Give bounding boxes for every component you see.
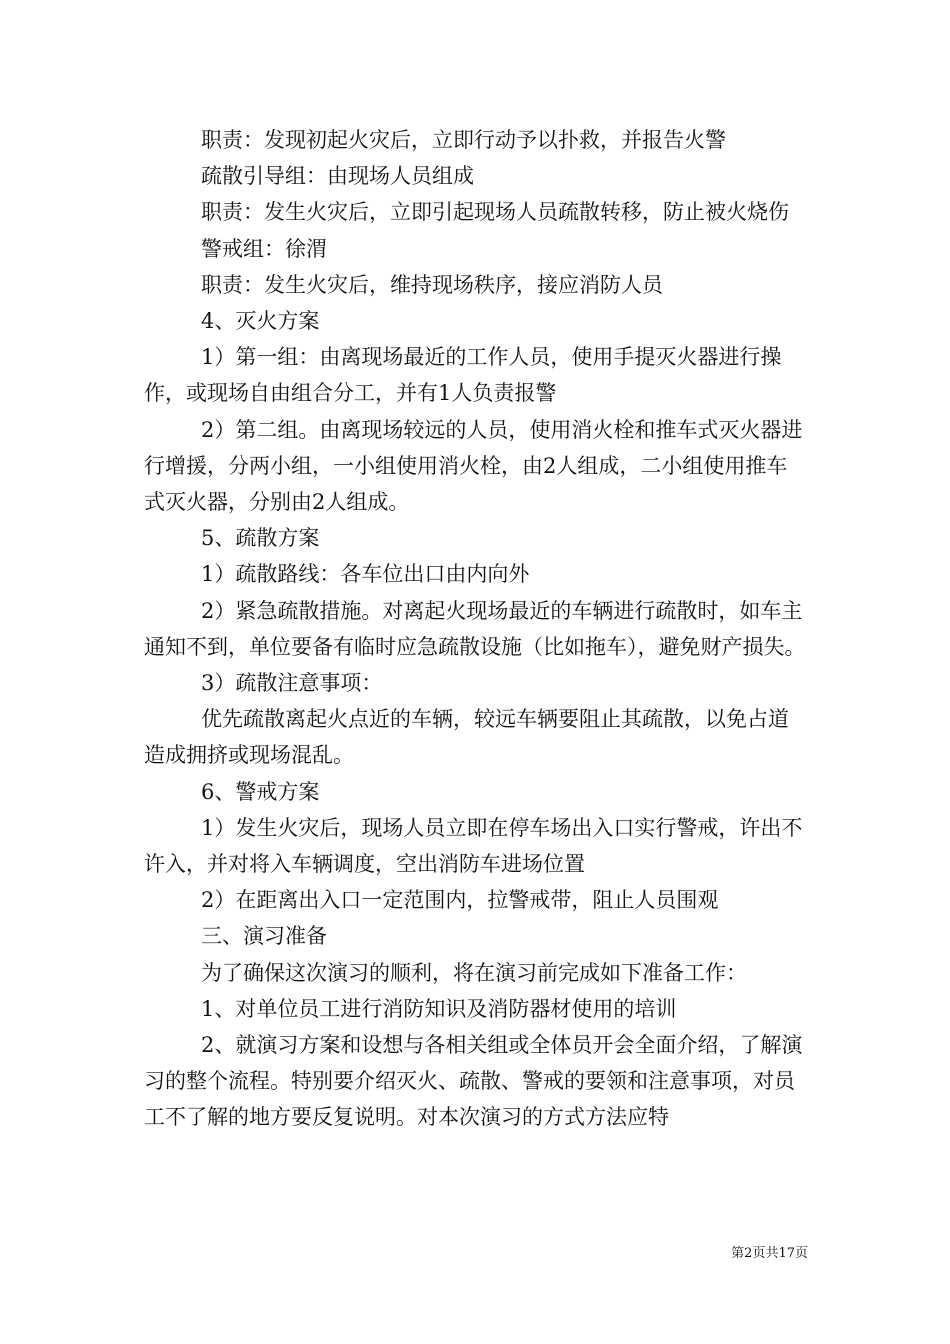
document-body xyxy=(144,122,808,1136)
paragraph: 2）紧急疏散措施。对离起火现场最近的车辆进行疏散时，如车主通知不到，单位要备有临时应急疏散设施（比如拖车），避免财产损失。 xyxy=(144,598,806,659)
section-heading: 4、灭火方案 xyxy=(201,309,320,334)
paragraph: 警戒组：徐渭 xyxy=(201,236,327,261)
section-heading: 6、警戒方案 xyxy=(201,779,320,804)
paragraph: 为了确保这次演习的顺利，将在演习前完成如下准备工作： xyxy=(201,960,747,985)
paragraph: 优先疏散离起火点近的车辆，较远车辆要阻止其疏散，以免占道造成拥挤或现场混乱。 xyxy=(144,707,789,768)
paragraph: 1）第一组：由离现场最近的工作人员，使用手提灭火器进行操作，或现场自由组合分工，并有1人负责报警 xyxy=(144,345,782,406)
paragraph: 1）发生火灾后，现场人员立即在停车场出入口实行警戒，许出不许入，并对将入车辆调度，空出消防车进场位置 xyxy=(144,815,803,877)
paragraph: 1、对单位员工进行消防知识及消防器材使用的培训 xyxy=(201,996,677,1021)
paragraph: 2、就演习方案和设想与各相关组或全体员开会全面介绍，了解演习的整个流程。特别要介绍灭火、疏散、警戒的要领和注意事项，对员工不了解的地方要反复说明。对本次演习的方式方法应特 xyxy=(144,1033,803,1130)
paragraph: 职责：发生火灾后，维持现场秩序，接应消防人员 xyxy=(201,272,663,297)
paragraph: 1）疏散路线：各车位出口由内向外 xyxy=(201,562,530,587)
page-number-footer: 第2页共17页 xyxy=(731,1246,808,1261)
paragraph: 职责：发生火灾后，立即引起现场人员疏散转移，防止被火烧伤 xyxy=(201,200,789,225)
paragraph: 职责：发现初起火灾后，立即行动予以扑救，并报告火警 xyxy=(201,128,726,152)
paragraph: 2）在距离出入口一定范围内，拉警戒带，阻止人员围观 xyxy=(201,888,719,913)
paragraph: 2）第二组。由离现场较远的人员，使用消火栓和推车式灭火器进行增援，分两小组，一小组使用消火栓，由2人组成，二小组使用推车式灭火器，分别由2人组成。 xyxy=(144,417,803,515)
section-heading: 三、演习准备 xyxy=(201,924,327,949)
section-heading: 5、疏散方案 xyxy=(201,526,320,551)
paragraph: 疏散引导组：由现场人员组成 xyxy=(201,164,474,189)
paragraph: 3）疏散注意事项： xyxy=(201,671,383,696)
